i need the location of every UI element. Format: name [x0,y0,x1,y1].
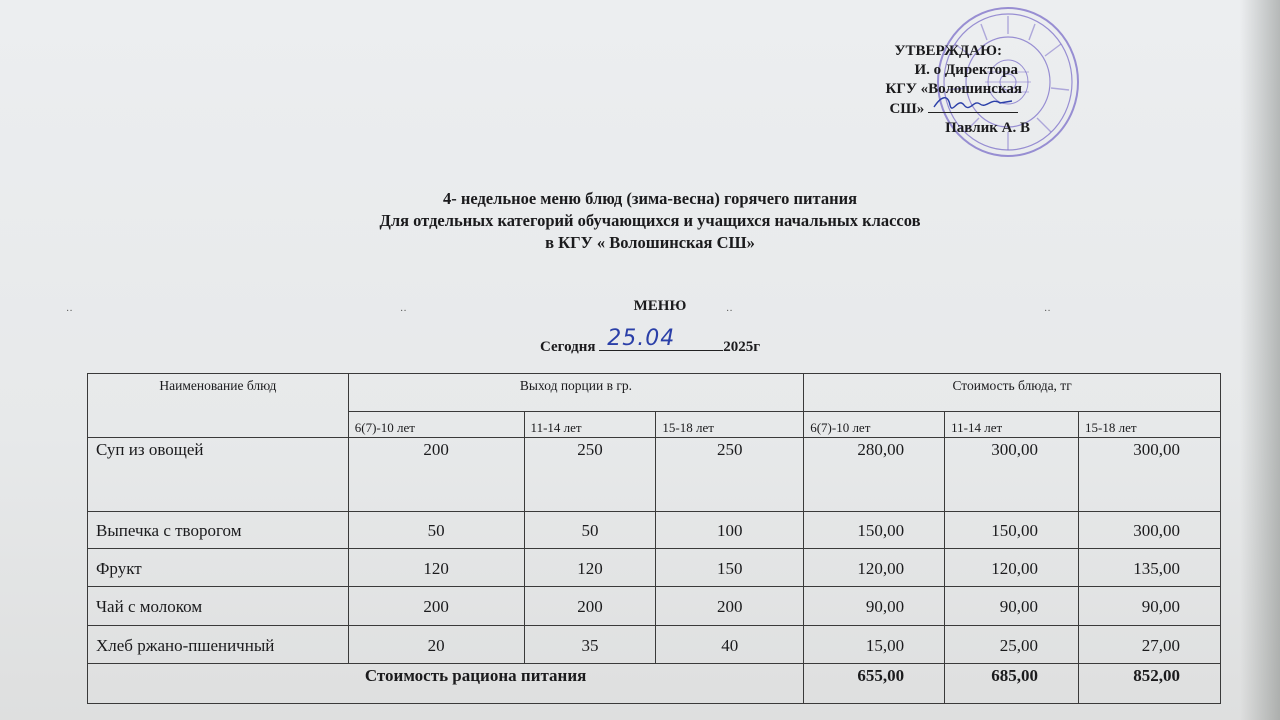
table-row [88,549,1221,587]
cost-cell: 150,00 [945,512,1079,549]
portion-cell: 50 [524,512,656,549]
approval-name: Павлик А. В [945,120,1030,136]
cost-cell: 120,00 [804,549,945,587]
title-line-2: Для отдельных категорий обучающихся и учащихся начальных классов [379,211,921,230]
dish-name: Хлеб ржано-пшеничный [88,626,349,664]
header-portion: Выход порции в гр. [348,374,803,412]
approval-heading: УТВЕРЖДАЮ: [894,43,1002,59]
table-row [88,512,1221,549]
portion-cell: 120 [348,549,524,587]
age-group-header: 11-14 лет [524,412,656,438]
portion-cell: 200 [348,587,524,626]
cost-cell: 300,00 [1079,438,1221,512]
paper-edge-shadow [1240,0,1280,720]
menu-heading: МЕНЮ [633,298,687,314]
portion-cell: 250 [656,438,804,512]
date-suffix: 2025г [723,339,761,355]
table-header-row [88,374,1221,412]
table-row [88,626,1221,664]
age-group-header: 11-14 лет [945,412,1079,438]
portion-cell: 50 [348,512,524,549]
portion-cell: 200 [348,438,524,512]
portion-cell: 150 [656,549,804,587]
cost-cell: 90,00 [804,587,945,626]
portion-cell: 250 [524,438,656,512]
menu-table [87,373,1221,704]
cost-cell: 300,00 [1079,512,1221,549]
cost-cell: 280,00 [804,438,945,512]
title-line-3: в КГУ « Волошинская СШ» [545,233,755,252]
header-dish-name: Наименование блюд [88,374,349,438]
approval-organization-end: СШ» [889,101,925,117]
total-cost-cell: 655,00 [804,664,945,704]
age-group-header: 15-18 лет [656,412,804,438]
title-line-1: 4- недельное меню блюд (зима-весна) горячего питания [442,189,858,208]
approval-block [830,42,1030,138]
total-cost-cell: 685,00 [945,664,1079,704]
table-row [88,587,1221,626]
document-title [200,188,1100,254]
age-group-header: 6(7)-10 лет [804,412,945,438]
date-prefix: Сегодня [540,339,596,355]
dish-name: Фрукт [88,549,349,587]
portion-cell: 40 [656,626,804,664]
dish-name: Выпечка с творогом [88,512,349,549]
table-row [88,438,1221,512]
total-label: Стоимость рациона питания [88,664,804,704]
portion-cell: 20 [348,626,524,664]
header-cost: Стоимость блюда, тг [804,374,1221,412]
cost-cell: 25,00 [945,626,1079,664]
handwritten-date: 25.04 [607,326,676,351]
scan-dot-mark: ·· [400,306,407,317]
approval-organization: КГУ «Волошинская [885,81,1022,97]
handwritten-signature [928,93,1018,113]
portion-cell: 200 [656,587,804,626]
portion-cell: 120 [524,549,656,587]
dish-name: Суп из овощей [88,438,349,512]
cost-cell: 15,00 [804,626,945,664]
cost-cell: 27,00 [1079,626,1221,664]
portion-cell: 200 [524,587,656,626]
cost-cell: 150,00 [804,512,945,549]
date-blank [599,326,723,351]
scan-dot-mark: ·· [726,306,733,317]
scan-dot-mark: ·· [1044,306,1051,317]
signature-blank [928,99,1018,113]
cost-cell: 300,00 [945,438,1079,512]
cost-cell: 120,00 [945,549,1079,587]
portion-cell: 100 [656,512,804,549]
age-group-header: 15-18 лет [1079,412,1221,438]
approval-position: И. о Директора [914,62,1018,78]
scan-dot-mark: ·· [66,306,73,317]
cost-cell: 135,00 [1079,549,1221,587]
total-cost-cell: 852,00 [1079,664,1221,704]
table-total-row [88,664,1221,704]
cost-cell: 90,00 [945,587,1079,626]
cost-cell: 90,00 [1079,587,1221,626]
date-line [540,326,800,356]
age-group-header: 6(7)-10 лет [348,412,524,438]
approval-signature-line [830,99,1030,119]
dish-name: Чай с молоком [88,587,349,626]
portion-cell: 35 [524,626,656,664]
